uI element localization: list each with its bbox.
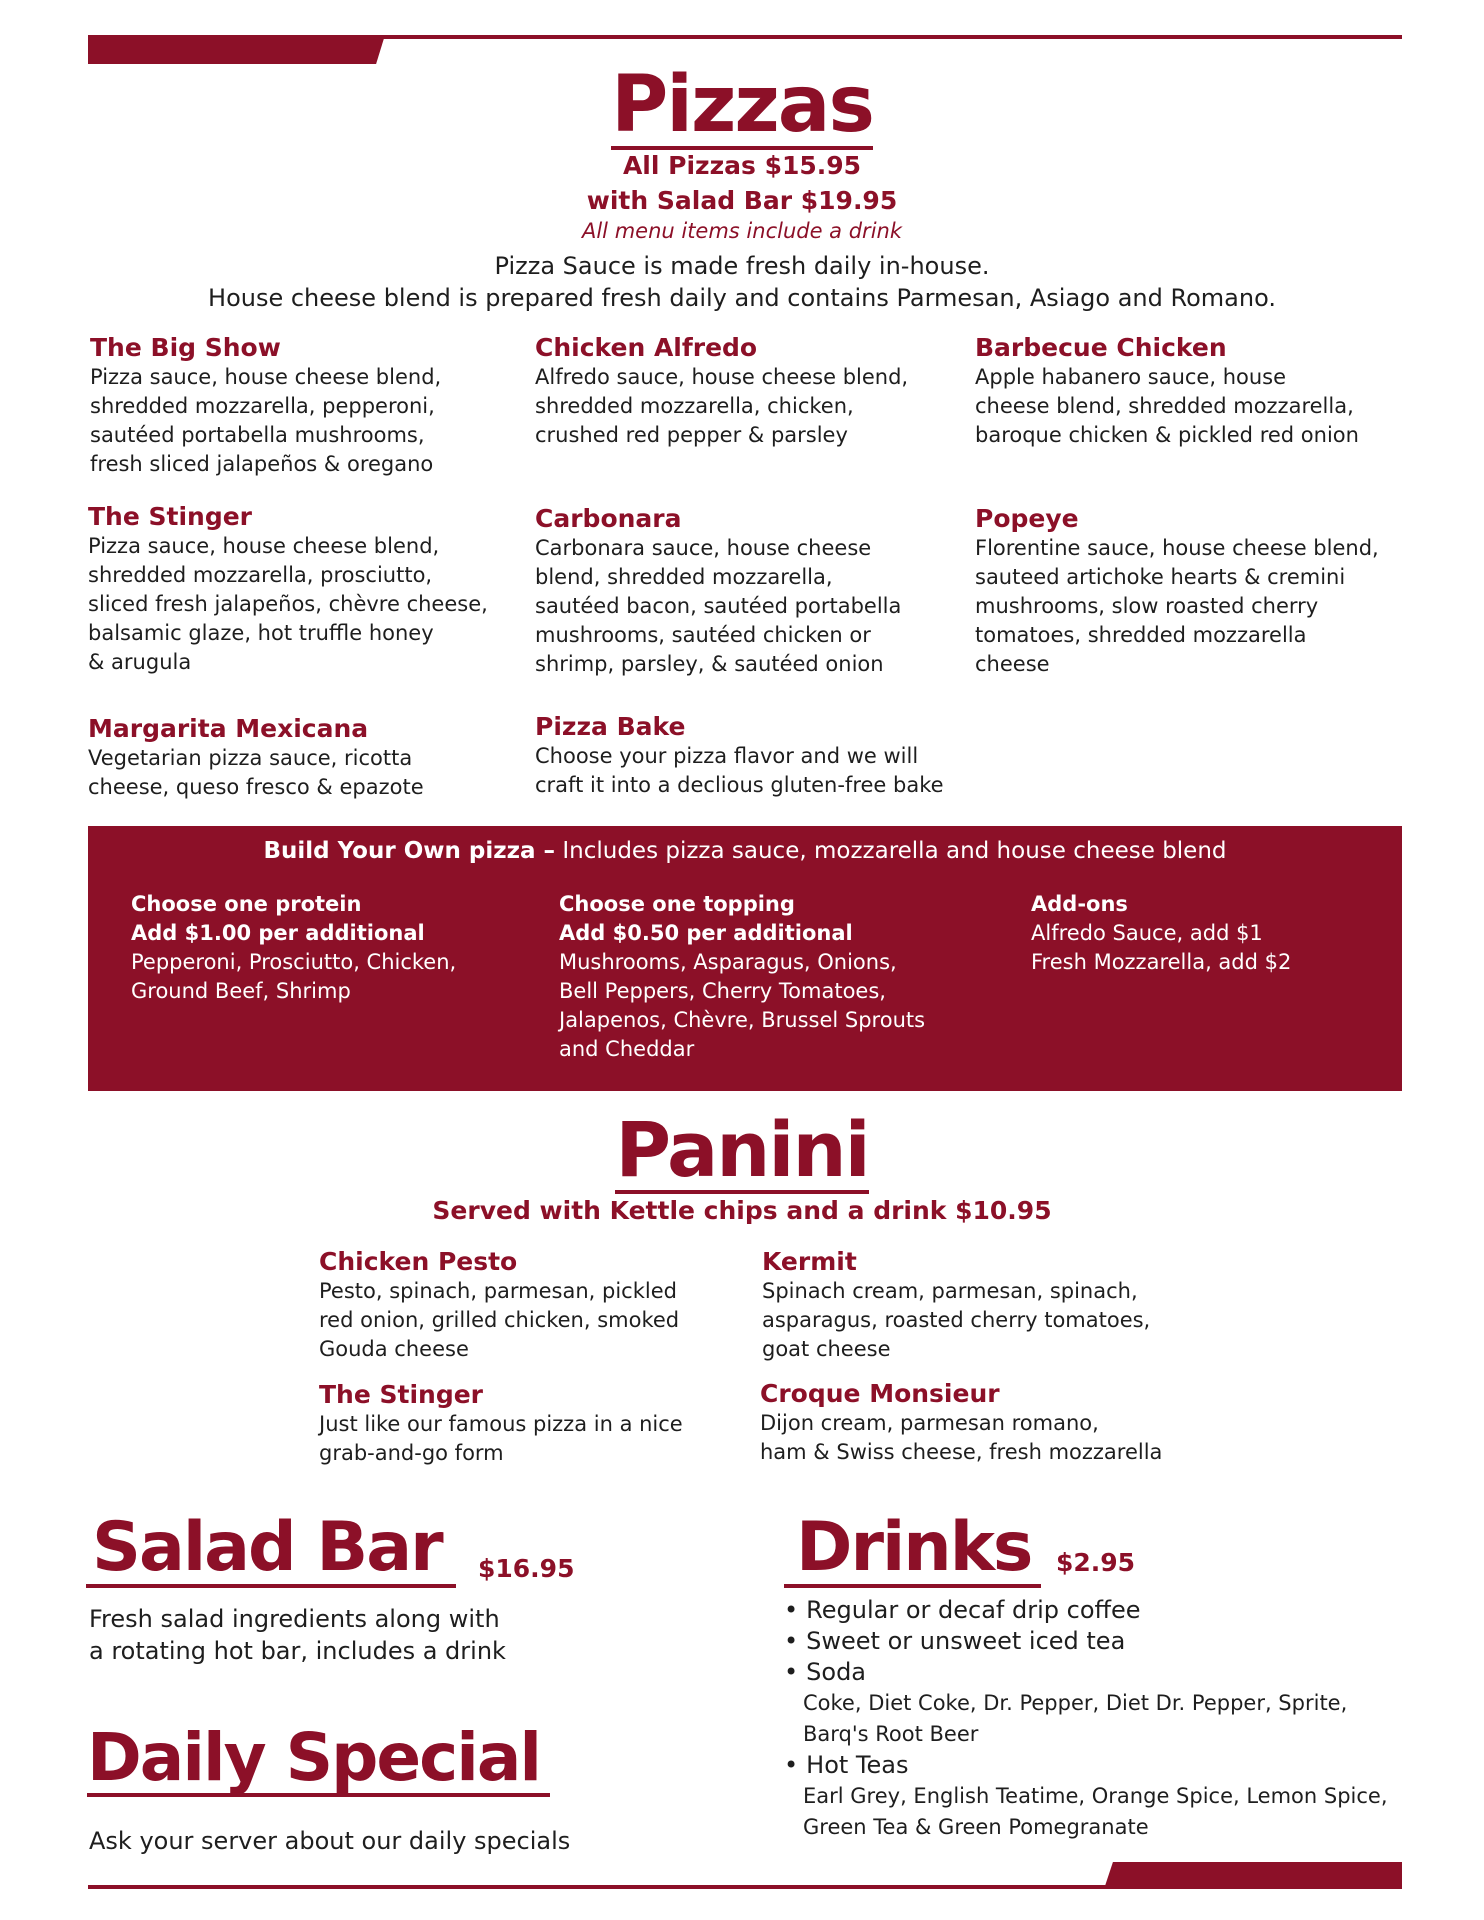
desc-line: shrimp, parsley, & sautéed onion [535, 652, 884, 676]
top-accent-bar [88, 35, 385, 64]
menu-item-desc [319, 1277, 749, 1364]
menu-item [88, 714, 518, 802]
desc-line: sautéed portabella mushrooms, [90, 423, 425, 447]
desc-line: ham & Swiss cheese, fresh mozzarella [760, 1440, 1163, 1464]
salad-bar-heading-wrap [86, 1508, 456, 1588]
menu-item-title: Croque Monsieur [760, 1379, 1000, 1408]
daily-special-heading-wrap [87, 1719, 550, 1797]
menu-item-desc [88, 744, 518, 802]
pizzas-heading-wrap [0, 60, 1484, 150]
menu-item-desc [975, 534, 1405, 679]
panini-title: Panini [615, 1105, 869, 1194]
salad-bar-desc [89, 1603, 506, 1667]
menu-item-title: The Big Show [90, 333, 281, 362]
byo-line: Pepperoni, Prosciutto, Chicken, [131, 950, 457, 974]
desc-line: cheese, queso fresco & epazote [88, 775, 424, 799]
byo-line: Alfredo Sauce, add $1 [1031, 921, 1263, 945]
salad-bar-price-line: with Salad Bar $19.95 [586, 186, 898, 215]
desc-line: shredded mozzarella, pepperoni, [90, 394, 435, 418]
menu-item [762, 1247, 1222, 1364]
menu-item [535, 504, 965, 679]
byo-line: Ground Beef, Shrimp [131, 979, 351, 1003]
list-sub-item: Green Tea & Green Pomegranate [803, 1815, 1149, 1839]
salad-bar-price: $16.95 [478, 1554, 575, 1583]
desc-line: craft it into a declious gluten-free bake [535, 773, 944, 797]
menu-item-title: Chicken Pesto [319, 1247, 518, 1276]
desc-line: grab-and-go form [319, 1441, 504, 1465]
byo-addons-head: Add-ons [1031, 892, 1128, 916]
menu-item-title: Carbonara [535, 504, 682, 533]
desc-line: goat cheese [762, 1337, 891, 1361]
desc-line: sliced fresh jalapeños, chèvre cheese, [88, 592, 488, 616]
byo-protein-price: Add $1.00 per additional [131, 921, 425, 945]
desc-line: crushed red pepper & parsley [535, 423, 848, 447]
byo-line: Mushrooms, Asparagus, Onions, [559, 950, 897, 974]
list-item: • Soda [784, 1657, 1414, 1688]
list-item: • Hot Teas [784, 1750, 1414, 1781]
daily-special-desc: Ask your server about our daily specials [89, 1827, 571, 1855]
desc-line: fresh sliced jalapeños & oregano [90, 452, 434, 476]
salad-bar-title: Salad Bar [86, 1514, 456, 1588]
drinks-list [784, 1595, 1414, 1843]
menu-item-desc [760, 1409, 1220, 1467]
desc-line: sauteed artichoke hearts & cremini [975, 565, 1346, 589]
menu-item [90, 333, 510, 479]
byo-topping [559, 890, 979, 1064]
menu-item-title: Popeye [975, 504, 1079, 533]
desc-line: Pizza sauce, house cheese blend, [90, 365, 442, 389]
menu-item-desc [88, 532, 518, 677]
byo-line: and Cheddar [559, 1037, 695, 1061]
byo-line: Jalapenos, Chèvre, Brussel Sprouts [559, 1008, 926, 1032]
desc-line: mushrooms, slow roasted cherry [975, 594, 1319, 618]
desc-line: Pesto, spinach, parmesan, pickled [319, 1279, 677, 1303]
desc-line: balsamic glaze, hot truffle honey [88, 621, 434, 645]
sauce-note: Pizza Sauce is made fresh daily in-house. [494, 252, 990, 280]
drinks-heading-wrap [784, 1508, 1041, 1588]
menu-item-desc [90, 363, 510, 479]
byo-addons-list [1031, 919, 1371, 977]
build-your-own-box [88, 826, 1402, 1091]
menu-item [535, 712, 985, 800]
menu-item-desc [975, 363, 1405, 450]
desc-line: Alfredo sauce, house cheese blend, [535, 365, 909, 389]
desc-line: Pizza sauce, house cheese blend, [88, 534, 440, 558]
byo-protein [131, 890, 531, 1006]
desc-line: shredded mozzarella, prosciutto, [88, 563, 433, 587]
menu-item-desc [762, 1277, 1222, 1364]
menu-item [319, 1247, 749, 1364]
desc-line: Gouda cheese [319, 1337, 469, 1361]
cheese-note: House cheese blend is prepared fresh daily and contains Parmesan, Asiago and Romano. [208, 284, 1276, 312]
byo-addons [1031, 890, 1371, 977]
desc-line: mushrooms, sautéed chicken or [535, 623, 871, 647]
byo-title-rest: Includes pizza sauce, mozzarella and house cheese blend [555, 838, 1227, 864]
desc-line: Fresh salad ingredients along with [89, 1605, 500, 1633]
desc-line: shredded mozzarella, chicken, [535, 394, 854, 418]
list-item: • Regular or decaf drip coffee [784, 1595, 1414, 1626]
menu-item [535, 333, 965, 450]
menu-item [88, 502, 518, 677]
menu-item [975, 333, 1405, 450]
menu-item-title: Barbecue Chicken [975, 333, 1227, 362]
drinks-title: Drinks [784, 1514, 1041, 1588]
byo-line: Fresh Mozzarella, add $2 [1031, 950, 1292, 974]
menu-item-title: Kermit [762, 1247, 857, 1276]
desc-line: red onion, grilled chicken, smoked [319, 1308, 680, 1332]
byo-title-bold: Build Your Own pizza – [263, 838, 556, 864]
menu-item-desc [319, 1410, 749, 1468]
desc-line: tomatoes, shredded mozzarella [975, 623, 1307, 647]
byo-topping-head: Choose one topping [559, 892, 795, 916]
desc-line: Vegetarian pizza sauce, ricotta [88, 746, 413, 770]
desc-line: a rotating hot bar, includes a drink [89, 1637, 506, 1665]
desc-line: Just like our famous pizza in a nice [319, 1412, 683, 1436]
menu-item [975, 504, 1405, 679]
byo-protein-head: Choose one protein [131, 892, 362, 916]
list-sub-item: Coke, Diet Coke, Dr. Pepper, Diet Dr. Pepper, Sprite, [803, 1691, 1348, 1715]
desc-line: cheese blend, shredded mozzarella, [975, 394, 1354, 418]
list-sub-item: Barq's Root Beer [803, 1722, 979, 1746]
menu-item-desc [535, 363, 965, 450]
desc-line: Dijon cream, parmesan romano, [760, 1411, 1099, 1435]
list-sub-item: Earl Grey, English Teatime, Orange Spice, Lemon Spice, [803, 1784, 1388, 1808]
desc-line: sautéed bacon, sautéed portabella [535, 594, 902, 618]
pizza-price-line: All Pizzas $15.95 [622, 151, 862, 180]
byo-topping-list [559, 948, 979, 1064]
drinks-price: $2.95 [1056, 1548, 1136, 1577]
menu-item [319, 1380, 749, 1468]
menu-item-title: Pizza Bake [535, 712, 686, 741]
drink-note: All menu items include a drink [581, 219, 902, 243]
menu-item-desc [535, 534, 965, 679]
desc-line: Spinach cream, parmesan, spinach, [762, 1279, 1138, 1303]
panini-heading-wrap [0, 1105, 1484, 1194]
desc-line: & arugula [88, 650, 192, 674]
byo-topping-price: Add $0.50 per additional [559, 921, 853, 945]
menu-item-title: The Stinger [88, 502, 253, 531]
byo-line: Bell Peppers, Cherry Tomatoes, [559, 979, 886, 1003]
build-your-own-title [88, 838, 1402, 864]
bottom-accent-bar [1104, 1862, 1402, 1889]
byo-protein-list [131, 948, 531, 1006]
desc-line: baroque chicken & pickled red onion [975, 423, 1359, 447]
panini-subtitle: Served with Kettle chips and a drink $10.95 [432, 1196, 1052, 1225]
desc-line: Apple habanero sauce, house [975, 365, 1287, 389]
menu-item-desc [535, 742, 985, 800]
menu-item-title: The Stinger [319, 1380, 484, 1409]
desc-line: Carbonara sauce, house cheese [535, 536, 872, 560]
pizzas-title: Pizzas [611, 60, 873, 150]
menu-item [760, 1379, 1220, 1467]
desc-line: Florentine sauce, house cheese blend, [975, 536, 1379, 560]
list-item: • Sweet or unsweet iced tea [784, 1626, 1414, 1657]
menu-item-title: Chicken Alfredo [535, 333, 758, 362]
daily-special-title: Daily Special [87, 1725, 550, 1797]
menu-item-title: Margarita Mexicana [88, 714, 369, 743]
desc-line: blend, shredded mozzarella, [535, 565, 833, 589]
desc-line: asparagus, roasted cherry tomatoes, [762, 1308, 1151, 1332]
desc-line: cheese [975, 652, 1050, 676]
desc-line: Choose your pizza flavor and we will [535, 744, 919, 768]
